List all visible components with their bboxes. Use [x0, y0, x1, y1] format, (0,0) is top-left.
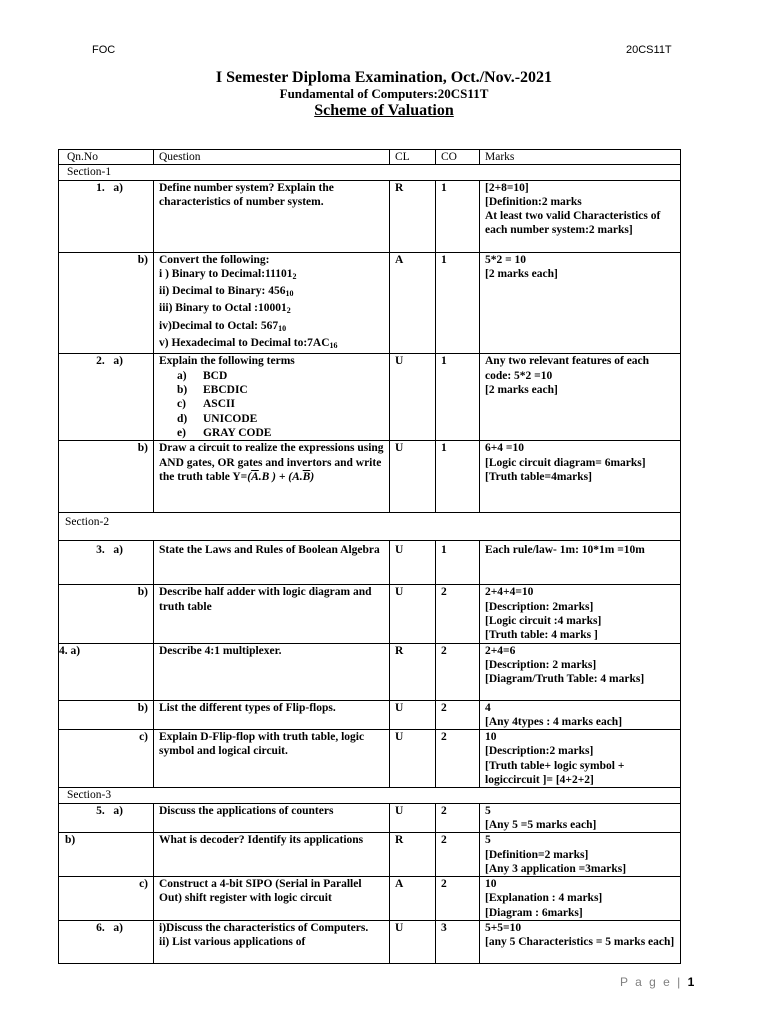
marks-text: [2+8=10] [Definition:2 marks At least two valid Characteristics of each number system:2 marks] — [480, 180, 681, 252]
subject-title: Fundamental of Computers:20CS11T — [279, 86, 489, 101]
question-number: 2. a) — [59, 354, 154, 441]
page-footer — [620, 975, 694, 989]
marks-text: 2+4=6 [Description: 2 marks] [Diagram/Truth Table: 4 marks] — [480, 643, 681, 700]
course-outcome: 2 — [436, 833, 480, 877]
header-qn: Qn.No — [59, 150, 154, 165]
question-number: c) — [59, 730, 154, 788]
marks-text: 5*2 = 10 [2 marks each] — [480, 252, 681, 354]
header-question: Question — [154, 150, 390, 165]
question-text: What is decoder? Identify its applications — [154, 833, 390, 877]
section-row — [59, 165, 681, 180]
cognitive-level: U — [390, 585, 436, 643]
marks-text: 6+4 =10 [Logic circuit diagram= 6marks] [Truth table=4marks] — [480, 441, 681, 513]
scheme-title: Scheme of Valuation — [314, 102, 454, 119]
question-text: Explain D-Flip-flop with truth table, logic symbol and logical circuit. — [154, 730, 390, 788]
cognitive-level: U — [390, 700, 436, 730]
question-text: Define number system? Explain the characteristics of number system. — [154, 180, 390, 252]
cognitive-level: U — [390, 730, 436, 788]
question-number: 4. a) — [59, 643, 154, 700]
course-outcome: 2 — [436, 877, 480, 921]
table-row — [59, 730, 681, 788]
course-outcome: 2 — [436, 585, 480, 643]
header-cl: CL — [390, 150, 436, 165]
cognitive-level: U — [390, 921, 436, 964]
marks-text: 5 [Any 5 =5 marks each] — [480, 803, 681, 833]
marks-text: 5+5=10 [any 5 Characteristics = 5 marks each] — [480, 921, 681, 964]
question-text: Describe half adder with logic diagram and truth table — [154, 585, 390, 643]
question-number: b) — [59, 833, 154, 877]
page-number: 1 — [687, 975, 695, 989]
cognitive-level: U — [390, 803, 436, 833]
question-number: 6. a) — [59, 921, 154, 964]
exam-title: I Semester Diploma Examination, Oct./Nov.-2021 — [215, 69, 553, 86]
table-row — [59, 354, 681, 441]
header-marks: Marks — [480, 150, 681, 165]
table-row — [59, 541, 681, 585]
question-number: 1. a) — [59, 180, 154, 252]
table-row — [59, 803, 681, 833]
table-row — [59, 180, 681, 252]
course-outcome: 2 — [436, 643, 480, 700]
table-row — [59, 700, 681, 730]
marks-text: Any two relevant features of each code: 5*2 =10 [2 marks each] — [480, 354, 681, 441]
valuation-table — [58, 149, 681, 964]
course-outcome: 1 — [436, 354, 480, 441]
course-outcome: 2 — [436, 730, 480, 788]
table-header-row — [59, 150, 681, 165]
header-course-code: FOC — [92, 44, 116, 56]
table-row — [59, 643, 681, 700]
section-label: Section-1 — [59, 165, 681, 180]
cognitive-level: R — [390, 180, 436, 252]
page-separator: | — [677, 975, 683, 989]
section-row — [59, 788, 681, 803]
course-outcome: 3 — [436, 921, 480, 964]
table-row — [59, 441, 681, 513]
table-row — [59, 877, 681, 921]
marks-text: 10 [Explanation : 4 marks] [Diagram : 6marks] — [480, 877, 681, 921]
question-text: Draw a circuit to realize the expressions using AND gates, OR gates and invertors and write the truth table $Y=(\overline{A}.B$ ) + $(A.\overline{B})$ — [154, 441, 390, 513]
question-number: 3. a) — [59, 541, 154, 585]
marks-text: 5 [Definition=2 marks] [Any 3 application =3marks] — [480, 833, 681, 877]
question-number: b) — [59, 252, 154, 354]
cognitive-level: A — [390, 252, 436, 354]
question-text: List the different types of Flip-flops. — [154, 700, 390, 730]
marks-text: 10 [Description:2 marks] [Truth table+ logic symbol + logiccircuit ]= [4+2+2] — [480, 730, 681, 788]
section-label: Section-2 — [59, 513, 681, 541]
course-outcome: 1 — [436, 252, 480, 354]
header-co: CO — [436, 150, 480, 165]
course-outcome: 2 — [436, 803, 480, 833]
cognitive-level: A — [390, 877, 436, 921]
course-outcome: 1 — [436, 180, 480, 252]
course-outcome: 1 — [436, 541, 480, 585]
header-subject-code: 20CS11T — [626, 44, 672, 56]
marks-text: 4 [Any 4types : 4 marks each] — [480, 700, 681, 730]
table-row — [59, 833, 681, 877]
section-row — [59, 513, 681, 541]
question-number: c) — [59, 877, 154, 921]
page-word: P a g e — [620, 975, 672, 989]
cognitive-level: R — [390, 833, 436, 877]
marks-text: Each rule/law- 1m: 10*1m =10m — [480, 541, 681, 585]
table-row — [59, 252, 681, 354]
cognitive-level: R — [390, 643, 436, 700]
question-text: Convert the following: i ) Binary to $Decimal:11101_2$ ii) Decimal to Binary: $456_{10}$ iii) Binary to Octal $:10001_2$ iv)Decimal to Octal: $567_{10}$ v) Hexadecimal to Decimal $to:7AC_{16}$ — [154, 252, 390, 354]
question-text: Explain the following terms a) BCD b) EBCDIC c) ASCII d) UNICODE e) GRAY CODE — [154, 354, 390, 441]
course-outcome: 2 — [436, 700, 480, 730]
question-text: State the Laws and Rules of Boolean Algebra — [154, 541, 390, 585]
marks-text: 2+4+4=10 [Description: 2marks] [Logic circuit :4 marks] [Truth table: 4 marks ] — [480, 585, 681, 643]
question-number: b) — [59, 441, 154, 513]
cognitive-level: U — [390, 541, 436, 585]
question-number: b) — [59, 585, 154, 643]
question-number: b) — [59, 700, 154, 730]
cognitive-level: U — [390, 354, 436, 441]
boolean-expression: ($\overline{A}.B$ ) + $(A.\overline{B})$ — [247, 470, 315, 483]
course-outcome: 1 — [436, 441, 480, 513]
question-text: i)Discuss the characteristics of Computers. ii) List various applications of — [154, 921, 390, 964]
section-label: Section-3 — [59, 788, 681, 803]
cognitive-level: U — [390, 441, 436, 513]
question-text: Construct a 4-bit SIPO (Serial in Parallel Out) shift register with logic circuit — [154, 877, 390, 921]
table-row — [59, 585, 681, 643]
question-text: Discuss the applications of counters — [154, 803, 390, 833]
question-text: Describe 4:1 multiplexer. — [154, 643, 390, 700]
question-number: 5. a) — [59, 803, 154, 833]
table-row — [59, 921, 681, 964]
